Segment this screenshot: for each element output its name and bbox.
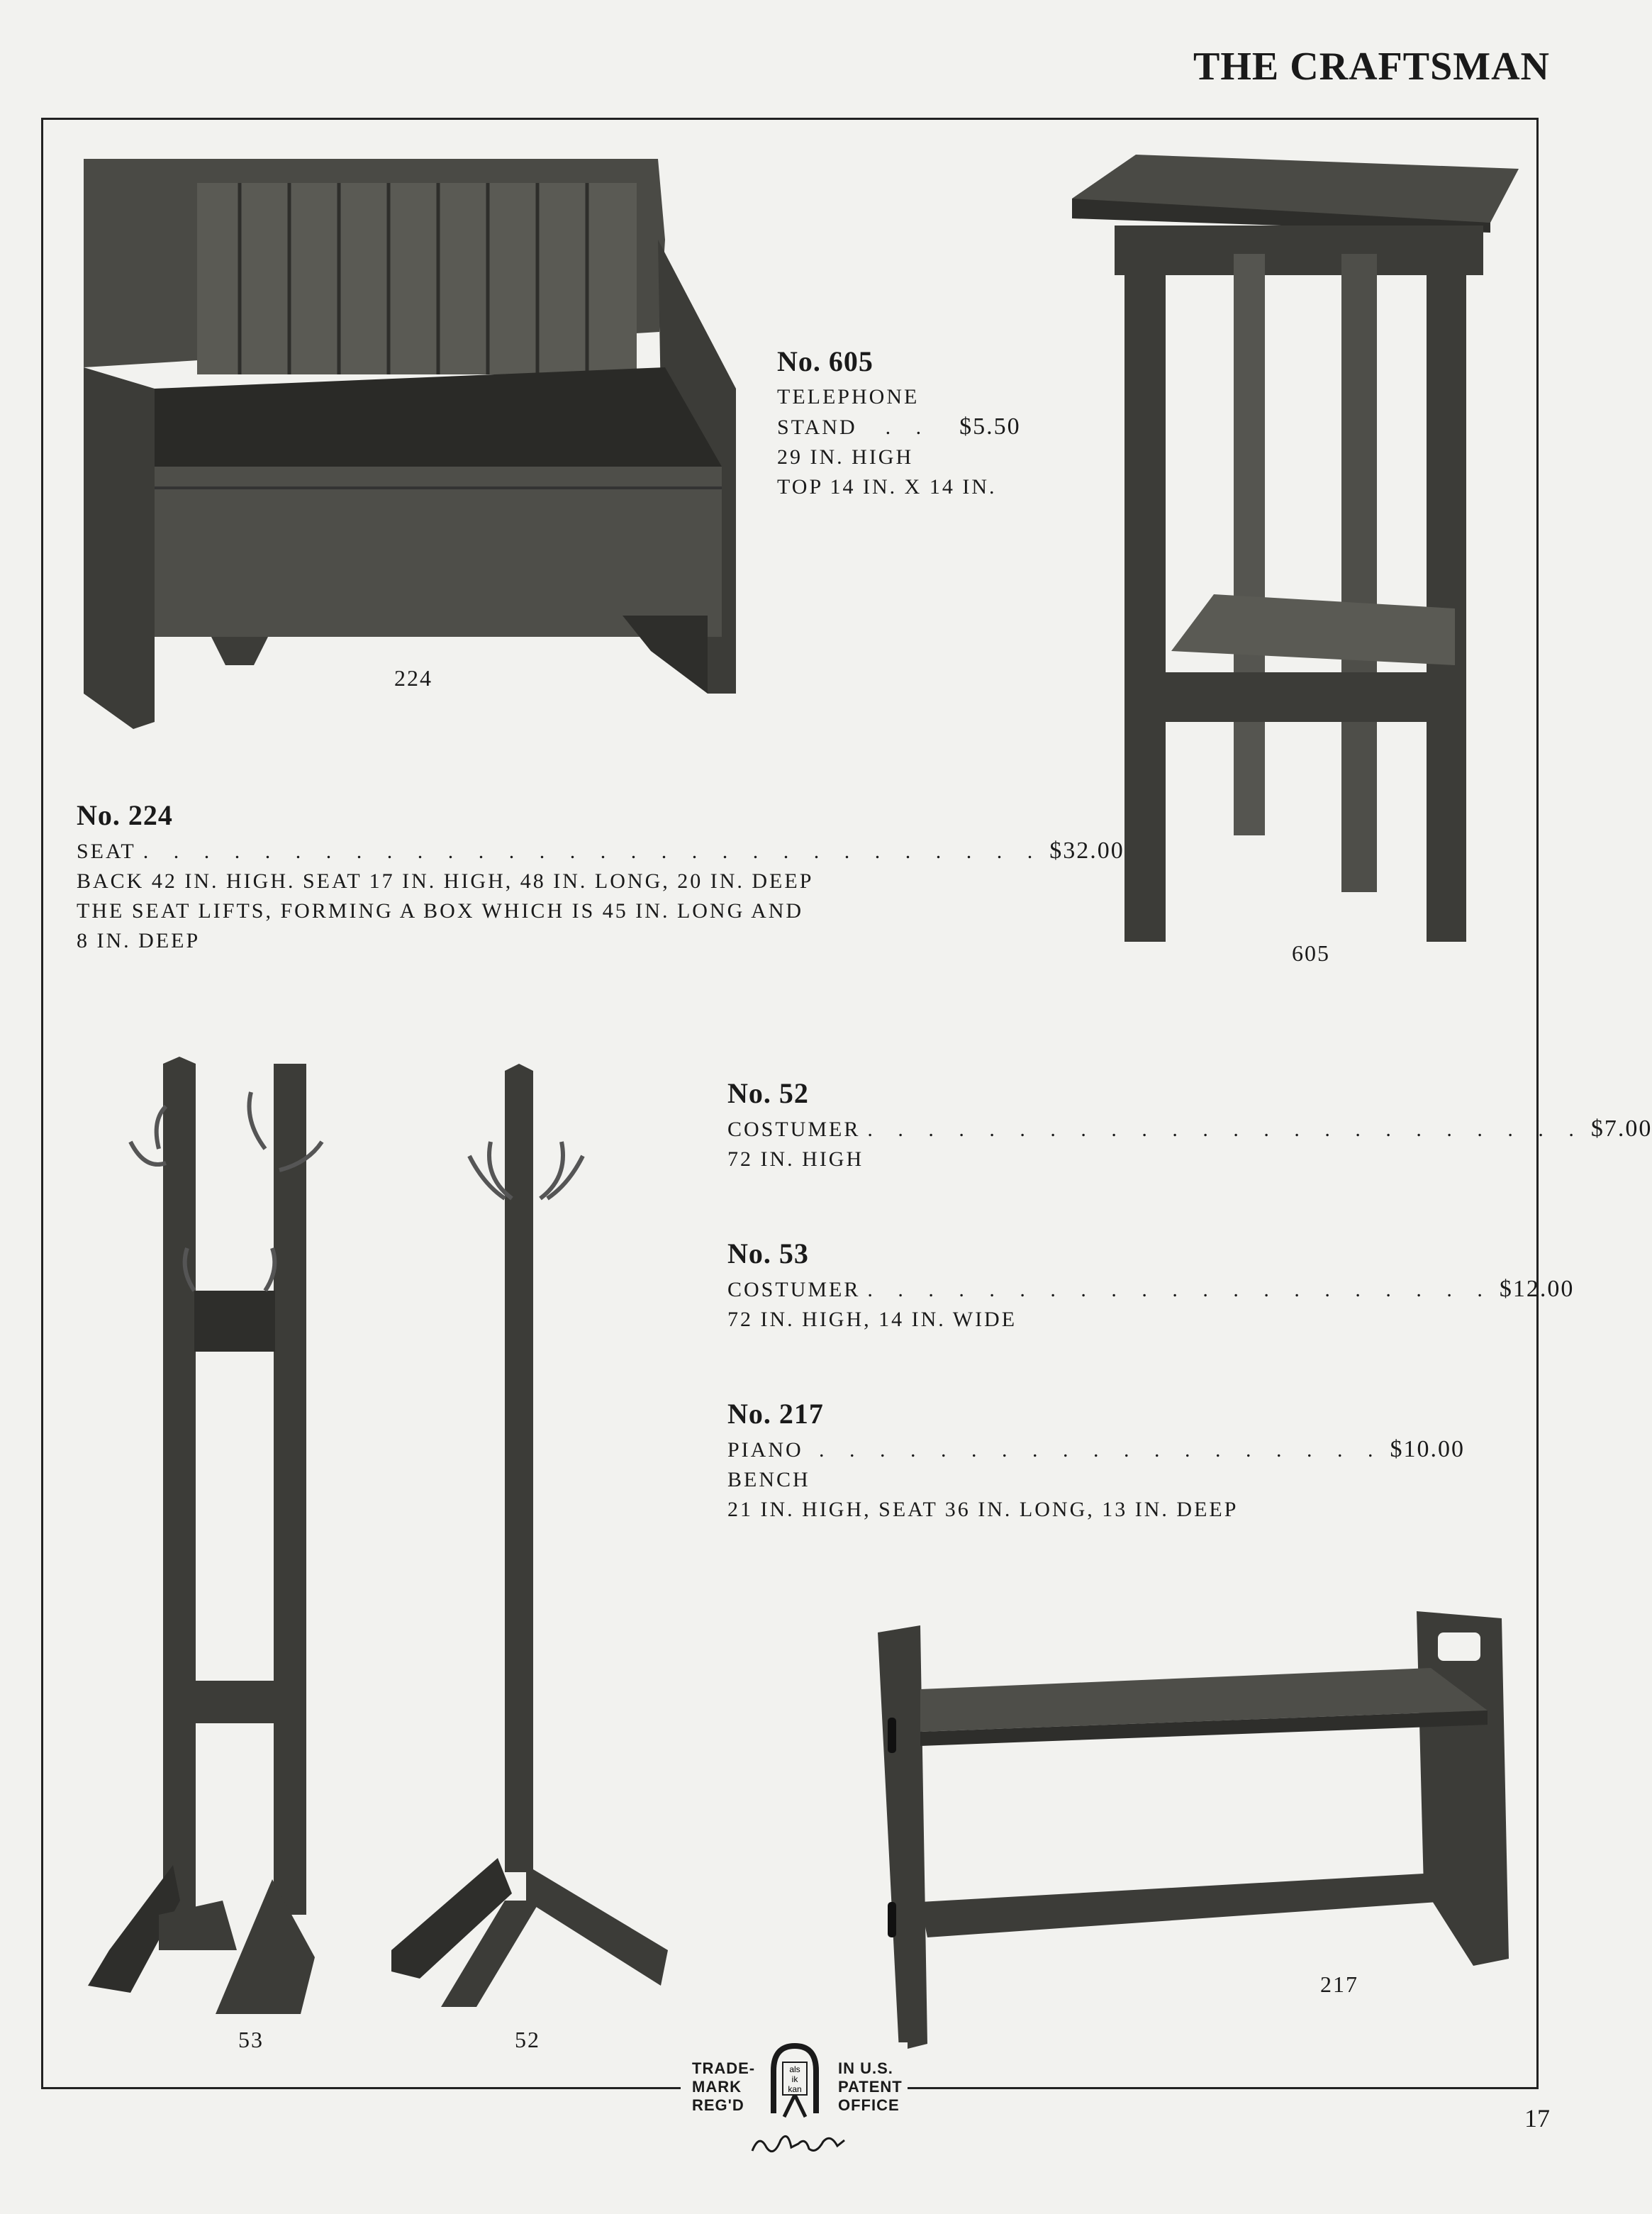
trademark-left-3: REG'D xyxy=(692,2096,744,2114)
item-605-line1: TELEPHONE xyxy=(777,385,920,408)
trademark-right-1: IN U.S. xyxy=(838,2059,893,2077)
telephone-stand-605-photo xyxy=(1072,155,1526,935)
item-605-label: STAND xyxy=(777,416,857,439)
trademark-left-2: MARK xyxy=(692,2078,742,2096)
item-224-line3: THE SEAT LIFTS, FORMING A BOX WHICH IS 45 IN. LONG AND xyxy=(77,899,804,923)
item-605-price: $5.50 xyxy=(959,413,1021,440)
item-224-label: SEAT xyxy=(77,840,136,863)
item-217-dots: . . . . . . . . . . . . . . . . . . . xyxy=(819,1438,1383,1462)
item-605 xyxy=(777,345,1075,502)
item-52-price: $7.00 xyxy=(1590,1116,1652,1142)
item-52-dots: . . . . . . . . . . . . . . . . . . . . . . . . xyxy=(867,1118,1584,1141)
item-217-price: $10.00 xyxy=(1390,1436,1465,1462)
costumer-52-photo xyxy=(391,1064,675,2000)
joiners-compass-logo-icon xyxy=(763,2042,827,2120)
item-52-line2: 72 IN. HIGH xyxy=(727,1147,864,1171)
photo-caption-52: 52 xyxy=(515,2027,540,2052)
item-224-line4: 8 IN. DEEP xyxy=(77,929,201,952)
item-53-line2: 72 IN. HIGH, 14 IN. WIDE xyxy=(727,1308,1017,1331)
item-53-dots: . . . . . . . . . . . . . . . . . . . . . xyxy=(867,1278,1492,1301)
photo-caption-605: 605 xyxy=(1292,940,1330,966)
item-52-label: COSTUMER xyxy=(727,1118,861,1141)
photo-caption-53: 53 xyxy=(238,2027,264,2052)
item-53-label: COSTUMER xyxy=(727,1278,861,1301)
item-217-number: No. 217 xyxy=(727,1398,824,1430)
item-224-number: No. 224 xyxy=(77,799,173,831)
item-224-price: $32.00 xyxy=(1049,838,1124,864)
item-53-number: No. 53 xyxy=(727,1237,809,1269)
seat-224-photo xyxy=(84,155,743,736)
page-title: THE CRAFTSMAN xyxy=(1193,45,1550,89)
item-52-number: No. 52 xyxy=(727,1077,809,1109)
photo-caption-217: 217 xyxy=(1320,1971,1358,1997)
trademark-left-1: TRADE- xyxy=(692,2059,756,2077)
item-217-label: PIANO BENCH xyxy=(727,1438,810,1491)
trademark-right-2: PATENT xyxy=(838,2078,903,2096)
item-224-line2: BACK 42 IN. HIGH. SEAT 17 IN. HIGH, 48 IN. LONG, 20 IN. DEEP xyxy=(77,869,814,893)
item-605-line3: 29 IN. HIGH xyxy=(777,445,914,469)
item-217 xyxy=(727,1397,1465,1525)
item-217-line2: 21 IN. HIGH, SEAT 36 IN. LONG, 13 IN. DEEP xyxy=(727,1498,1239,1521)
item-224-dots: . . . . . . . . . . . . . . . . . . . . . . . . . . . . . . xyxy=(143,840,1043,863)
item-605-line4: TOP 14 IN. X 14 IN. xyxy=(777,475,997,499)
item-53 xyxy=(727,1237,1575,1335)
page-number: 17 xyxy=(1524,2104,1550,2132)
trademark-right-3: OFFICE xyxy=(838,2096,900,2114)
piano-bench-217-photo xyxy=(871,1604,1509,2058)
item-224 xyxy=(77,799,1124,956)
item-605-dots: . . xyxy=(885,416,932,439)
trademark-block xyxy=(681,2042,908,2170)
emblem-text-3: kan xyxy=(788,2084,802,2094)
item-52 xyxy=(727,1077,1652,1174)
item-53-price: $12.00 xyxy=(1499,1276,1575,1302)
emblem-text-2: ik xyxy=(791,2074,798,2084)
photo-caption-224: 224 xyxy=(394,665,432,691)
emblem-text-1: als xyxy=(789,2064,800,2074)
item-605-number: No. 605 xyxy=(777,345,874,377)
costumer-53-photo xyxy=(88,1064,386,2028)
stickley-signature-icon xyxy=(749,2126,848,2162)
